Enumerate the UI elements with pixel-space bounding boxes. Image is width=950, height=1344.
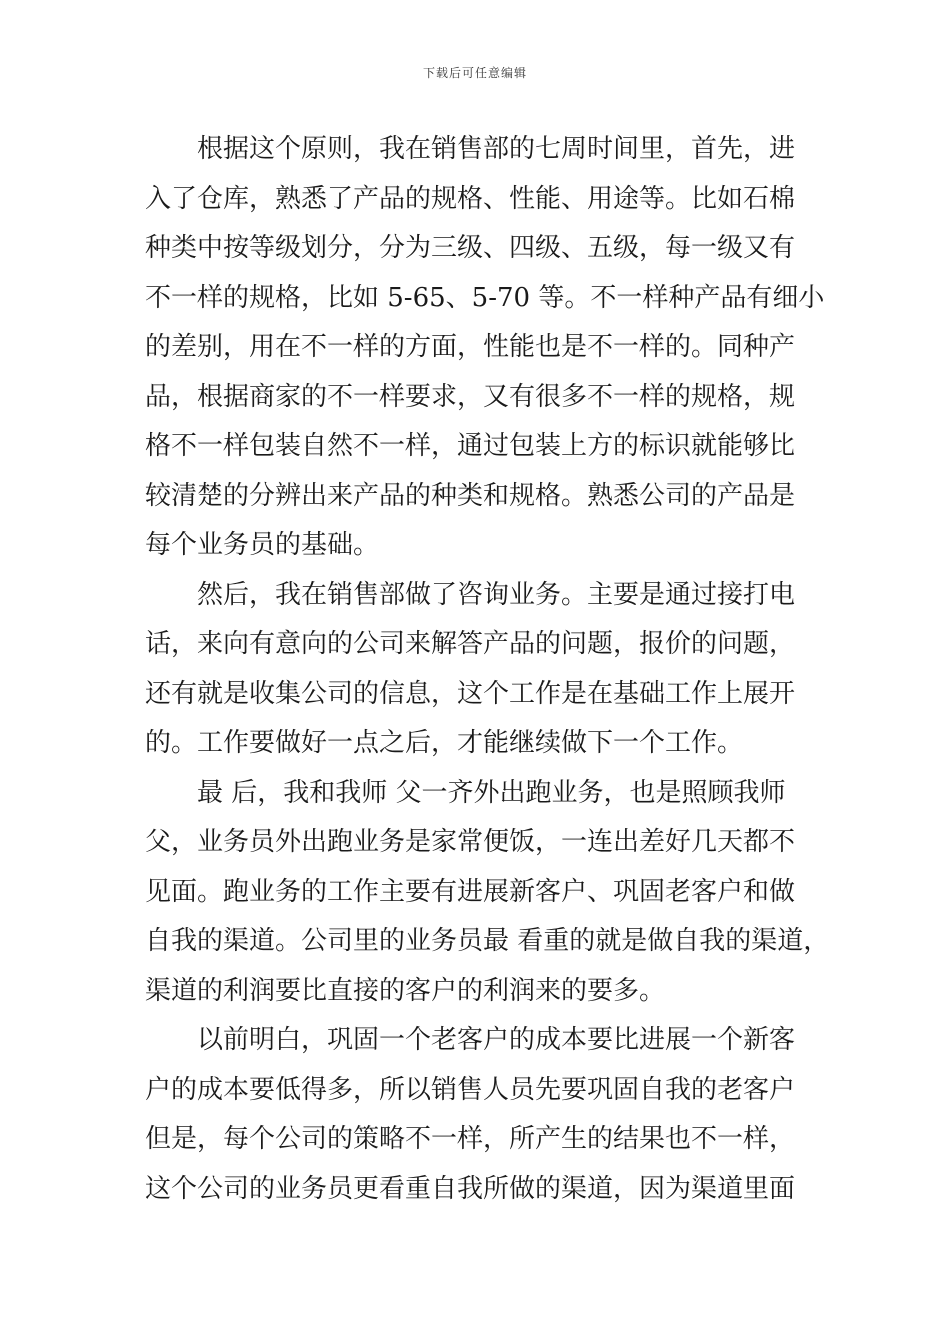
paragraph-1-line: 品，根据商家的不一样要求，又有很多不一样的规格，规 — [145, 381, 796, 412]
paragraph-2-line: 的。工作要做好一点之后，才能继续做下一个工作。 — [145, 728, 744, 758]
paragraph-4-line: 户的成本要低得多，所以销售人员先要巩固自我的老客户 — [145, 1074, 796, 1105]
paragraph-3-line: 见面。跑业务的工作主要有进展新客户、巩固老客户和做 — [145, 876, 796, 907]
paragraph-3-line: 父，业务员外出跑业务是家常便饭，一连出差好几天都不 — [145, 827, 796, 857]
paragraph-1-line: 每个业务员的基础。 — [145, 530, 380, 560]
paragraph-4-line: 这个公司的业务员更看重自我所做的渠道，因为渠道里面 — [145, 1173, 796, 1204]
paragraph-1-line: 不一样的规格，比如 5-65、5-70 等。不一样种产品有细小 — [145, 282, 825, 313]
document-body — [145, 125, 830, 1214]
paragraph-4-line: 但是，每个公司的策略不一样，所产生的结果也不一样， — [145, 1124, 796, 1154]
paragraph-3-line: 渠道的利润要比直接的客户的利润来的要多。 — [145, 975, 666, 1006]
page-header: 下载后可任意编辑 — [422, 66, 527, 80]
paragraph-2-line: 话，来向有意向的公司来解答产品的问题，报价的问题， — [145, 629, 796, 659]
paragraph-1-line: 根据这个原则，我在销售部的七周时间里，首先，进 — [197, 134, 796, 164]
paragraph-1-line: 的差别，用在不一样的方面，性能也是不一样的。同种产 — [145, 332, 796, 362]
paragraph-1-line: 格不一样包装自然不一样，通过包装上方的标识就能够比 — [145, 431, 796, 461]
paragraph-4-line: 以前明白，巩固一个老客户的成本要比进展一个新客 — [197, 1025, 796, 1055]
paragraph-2-line: 然后，我在销售部做了咨询业务。主要是通过接打电 — [197, 579, 796, 610]
paragraph-3-line: 最 后，我和我师 父一齐外出跑业务，也是照顾我师 — [197, 777, 786, 808]
paragraph-2-line: 还有就是收集公司的信息，这个工作是在基础工作上展开 — [145, 678, 796, 709]
paragraph-1-line: 种类中按等级划分，分为三级、四级、五级，每一级又有 — [145, 233, 796, 263]
paragraph-3-line: 自我的渠道。公司里的业务员最 看重的就是做自我的渠道， — [145, 926, 830, 956]
paragraph-1-line: 入了仓库，熟悉了产品的规格、性能、用途等。比如石棉 — [145, 183, 796, 214]
paragraph-1-line: 较清楚的分辨出来产品的种类和规格。熟悉公司的产品是 — [145, 480, 796, 511]
